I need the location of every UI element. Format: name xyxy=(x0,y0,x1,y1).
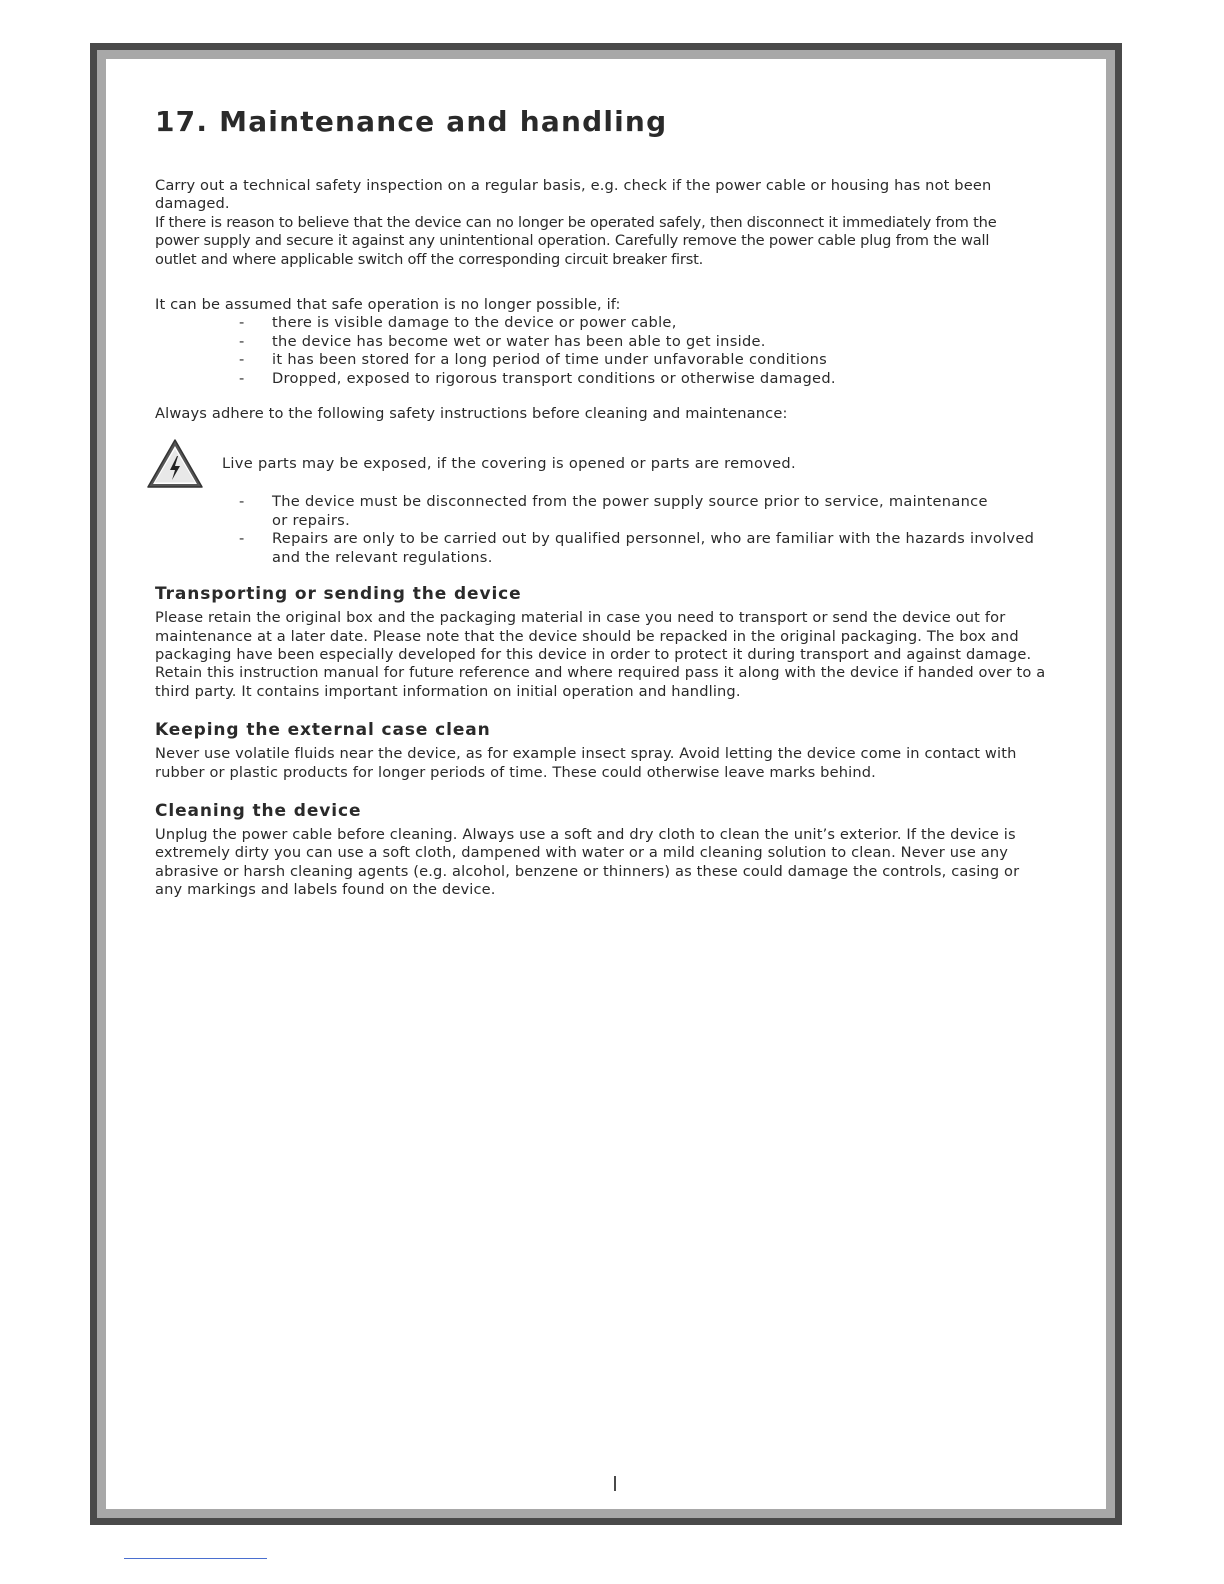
list-item: - there is visible damage to the device or power cable, xyxy=(239,314,677,332)
warning-block xyxy=(146,433,1065,493)
list-item: - it has been stored for a long period of time under unfavorable conditions xyxy=(239,351,828,369)
always-adhere-text: Always adhere to the following safety instructions before cleaning and maintenance: xyxy=(155,405,788,423)
service-list xyxy=(155,493,1065,567)
intro-paragraph-2: If there is reason to believe that the device can no longer be operated safely, then disconnect it immediately from the power supply and secure it against any unintentional operation. Carefully remove the power cable plug from the wall outlet and where applicable switch off the corresponding circuit breaker first. xyxy=(155,213,997,268)
list-item: - The device must be disconnected from the power supply source prior to service, maintenance or repairs. xyxy=(239,493,988,529)
intro-paragraph-1: Carry out a technical safety inspection on a regular basis, e.g. check if the power cable or housing has not been damaged. xyxy=(155,177,992,213)
page-title: 17. Maintenance and handling xyxy=(155,105,668,138)
footnote-separator xyxy=(124,1558,267,1559)
document-content xyxy=(155,100,1065,900)
list-item: - Repairs are only to be carried out by qualified personnel, who are familiar with the hazards involved and the relevant regulations. xyxy=(239,530,1035,566)
transport-paragraph: Please retain the original box and the packaging material in case you need to transport or send the device out for maintenance at a later date. Please note that the device should be repacked in the original packaging. The box and packaging have been especially developed for this device in order to protect it during transport and against damage. Retain this instruction manual for future reference and where required pass it along with the device if handed over to a third party. It contains important information on initial operation and handling. xyxy=(155,609,1046,700)
cleaning-heading: Cleaning the device xyxy=(155,800,362,821)
keep-clean-paragraph: Never use volatile fluids near the device, as for example insect spray. Avoid letting the device come in contact with rubber or plastic products for longer periods of time. These could otherwise leave marks behind. xyxy=(155,745,1017,781)
transport-heading: Transporting or sending the device xyxy=(155,584,522,605)
list-item: - Dropped, exposed to rigorous transport conditions or otherwise damaged. xyxy=(239,369,836,387)
unsafe-conditions-list xyxy=(155,314,1065,388)
cleaning-paragraph: Unplug the power cable before cleaning. Always use a soft and dry cloth to clean the unit’s exterior. If the device is extremely dirty you can use a soft cloth, dampened with water or a mild cleaning solution to clean. Never use any abrasive or harsh cleaning agents (e.g. alcohol, benzene or thinners) as these could damage the controls, casing or any markings and labels found on the device. xyxy=(155,825,1020,899)
high-voltage-warning-icon xyxy=(146,438,204,490)
page-number-mark xyxy=(614,1476,616,1491)
list-item: - the device has become wet or water has been able to get inside. xyxy=(239,332,766,350)
warning-text: Live parts may be exposed, if the covering is opened or parts are removed. xyxy=(222,455,796,473)
unsafe-lead: It can be assumed that safe operation is no longer possible, if: xyxy=(155,296,621,314)
keep-clean-heading: Keeping the external case clean xyxy=(155,720,491,741)
